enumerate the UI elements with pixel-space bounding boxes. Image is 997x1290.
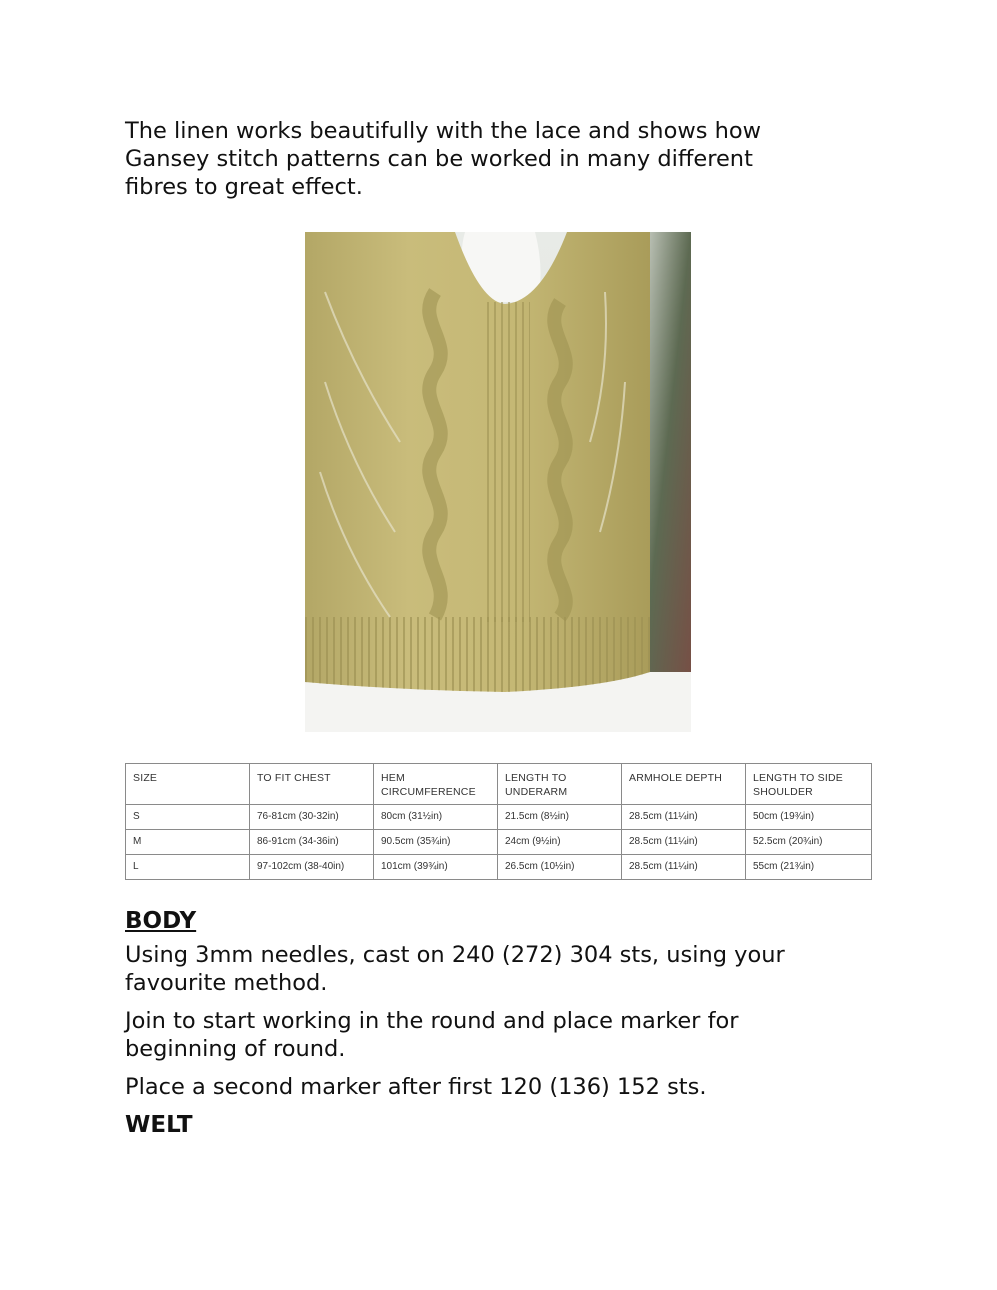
table-cell: S [126, 805, 250, 830]
column-header: TO FIT CHEST [250, 764, 374, 805]
table-cell: 50cm (19¾in) [746, 805, 872, 830]
table-cell: L [126, 855, 250, 880]
table-cell: 24cm (9½in) [498, 830, 622, 855]
table-row [126, 855, 872, 880]
table-cell: 90.5cm (35¾in) [374, 830, 498, 855]
table-row [126, 830, 872, 855]
table-cell: 28.5cm (11¼in) [622, 855, 746, 880]
table-cell: 76-81cm (30-32in) [250, 805, 374, 830]
table-cell: 55cm (21¾in) [746, 855, 872, 880]
column-header: SIZE [126, 764, 250, 805]
table-cell: 86-91cm (34-36in) [250, 830, 374, 855]
table-cell: 52.5cm (20¾in) [746, 830, 872, 855]
table-cell: 28.5cm (11¼in) [622, 805, 746, 830]
intro-line: The linen works beautifully with the lace and shows how [125, 118, 762, 144]
intro-paragraph [125, 117, 865, 201]
intro-line: fibres to great effect. [125, 174, 363, 200]
size-table-header-row [126, 764, 872, 805]
table-cell: 80cm (31½in) [374, 805, 498, 830]
intro-line: Gansey stitch patterns can be worked in many different [125, 146, 753, 172]
section-heading-body: BODY [125, 908, 197, 934]
table-cell: 21.5cm (8½in) [498, 805, 622, 830]
column-header: HEM CIRCUMFERENCE [374, 764, 498, 805]
table-cell: 101cm (39¾in) [374, 855, 498, 880]
column-header: ARMHOLE DEPTH [622, 764, 746, 805]
size-table [125, 763, 872, 880]
table-row [126, 805, 872, 830]
table-cell: 28.5cm (11¼in) [622, 830, 746, 855]
knitted-vest-photo [305, 232, 691, 732]
body-paragraph-marker: Place a second marker after first 120 (136) 152 sts. [125, 1074, 707, 1100]
table-cell: M [126, 830, 250, 855]
table-cell: 26.5cm (10½in) [498, 855, 622, 880]
section-heading-welt: WELT [125, 1112, 193, 1138]
body-paragraph-cast-on: Using 3mm needles, cast on 240 (272) 304 sts, using your favourite method. [125, 942, 785, 996]
column-header: LENGTH TO UNDERARM [498, 764, 622, 805]
column-header: LENGTH TO SIDE SHOULDER [746, 764, 872, 805]
body-paragraph-join: Join to start working in the round and place marker for beginning of round. [125, 1008, 739, 1062]
table-cell: 97-102cm (38-40in) [250, 855, 374, 880]
